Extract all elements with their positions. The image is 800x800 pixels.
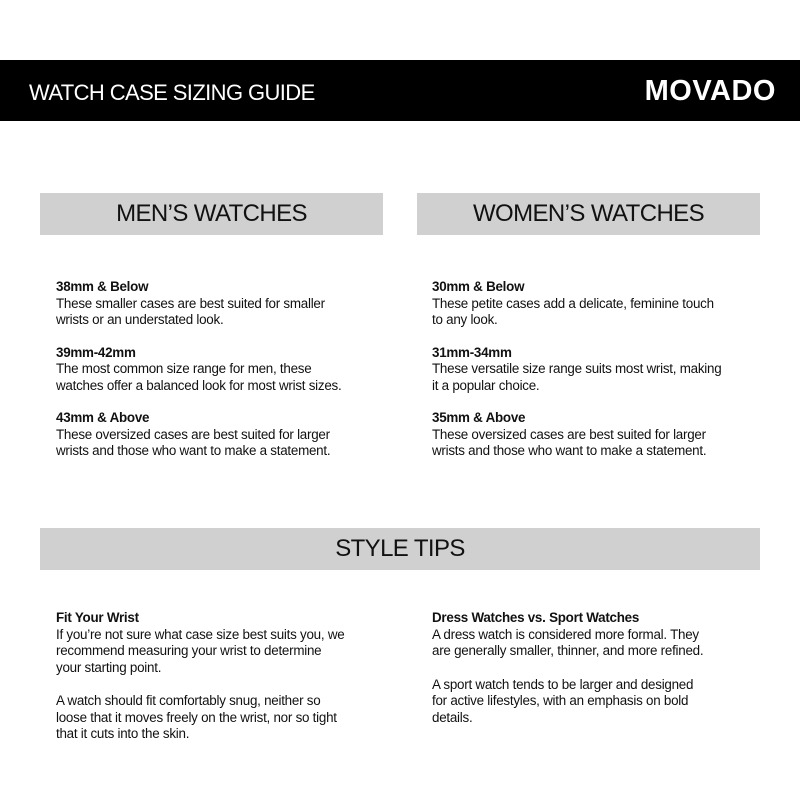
spacer bbox=[432, 394, 721, 410]
spacer bbox=[56, 676, 344, 693]
tip-text-line: are generally smaller, thinner, and more refined. bbox=[432, 643, 704, 658]
size-range-description-line: wrists and those who want to make a statement. bbox=[432, 443, 707, 458]
tip-text-line: details. bbox=[432, 709, 473, 725]
mens-watches-heading: MEN’S WATCHES bbox=[40, 193, 383, 235]
size-range-description-line: These oversized cases are best suited for larger bbox=[432, 426, 706, 442]
mens-size-list bbox=[56, 279, 341, 460]
size-range-title: 38mm & Below bbox=[56, 279, 149, 294]
size-range-title: 30mm & Below bbox=[432, 279, 525, 294]
womens-watches-heading: WOMEN’S WATCHES bbox=[417, 193, 760, 235]
tip-fit-your-wrist bbox=[56, 610, 344, 743]
size-range-title: 39mm-42mm bbox=[56, 344, 136, 360]
page-title: WATCH CASE SIZING GUIDE bbox=[29, 80, 315, 105]
size-range-description-line: wrists or an understated look. bbox=[56, 312, 224, 327]
tip-text-line: your starting point. bbox=[56, 659, 162, 675]
tip-text-line: recommend measuring your wrist to determine bbox=[56, 643, 322, 658]
size-range-title: 35mm & Above bbox=[432, 410, 526, 425]
tip-text-line: for active lifestyles, with an emphasis on bold bbox=[432, 693, 689, 708]
size-range-description-line: These petite cases add a delicate, feminine touch bbox=[432, 295, 714, 311]
style-tips-heading: STYLE TIPS bbox=[40, 528, 760, 570]
size-range-title: 43mm & Above bbox=[56, 410, 150, 425]
size-range-description-line: These versatile size range suits most wrist, making bbox=[432, 361, 722, 376]
tip-text-line: A sport watch tends to be larger and designed bbox=[432, 676, 694, 692]
tip-title: Dress Watches vs. Sport Watches bbox=[432, 610, 640, 625]
tip-text-line: A watch should fit comfortably snug, neither so bbox=[56, 693, 321, 708]
size-range-description-line: to any look. bbox=[432, 312, 498, 327]
size-range-description-line: These smaller cases are best suited for smaller bbox=[56, 295, 325, 311]
spacer bbox=[432, 660, 703, 677]
spacer bbox=[56, 329, 341, 345]
size-range-description-line: watches offer a balanced look for most wrist sizes. bbox=[56, 377, 342, 393]
tip-text-line: If you’re not sure what case size best suits you, we bbox=[56, 626, 345, 642]
tip-text-line: that it cuts into the skin. bbox=[56, 726, 190, 741]
size-range-description-line: The most common size range for men, these bbox=[56, 361, 312, 376]
tip-text-line: A dress watch is considered more formal. They bbox=[432, 626, 699, 642]
tip-text-line: loose that it moves freely on the wrist, nor so tight bbox=[56, 709, 337, 725]
spacer bbox=[56, 394, 341, 410]
spacer bbox=[432, 329, 721, 345]
tip-dress-vs-sport bbox=[432, 610, 703, 726]
womens-size-list bbox=[432, 279, 721, 460]
size-range-description-line: it a popular choice. bbox=[432, 377, 540, 393]
tip-title: Fit Your Wrist bbox=[56, 610, 139, 625]
header-bar bbox=[0, 60, 800, 121]
size-range-title: 31mm-34mm bbox=[432, 344, 512, 360]
size-range-description-line: wrists and those who want to make a statement. bbox=[56, 443, 331, 458]
size-range-description-line: These oversized cases are best suited for larger bbox=[56, 426, 330, 442]
brand-logo: MOVADO bbox=[644, 75, 776, 107]
